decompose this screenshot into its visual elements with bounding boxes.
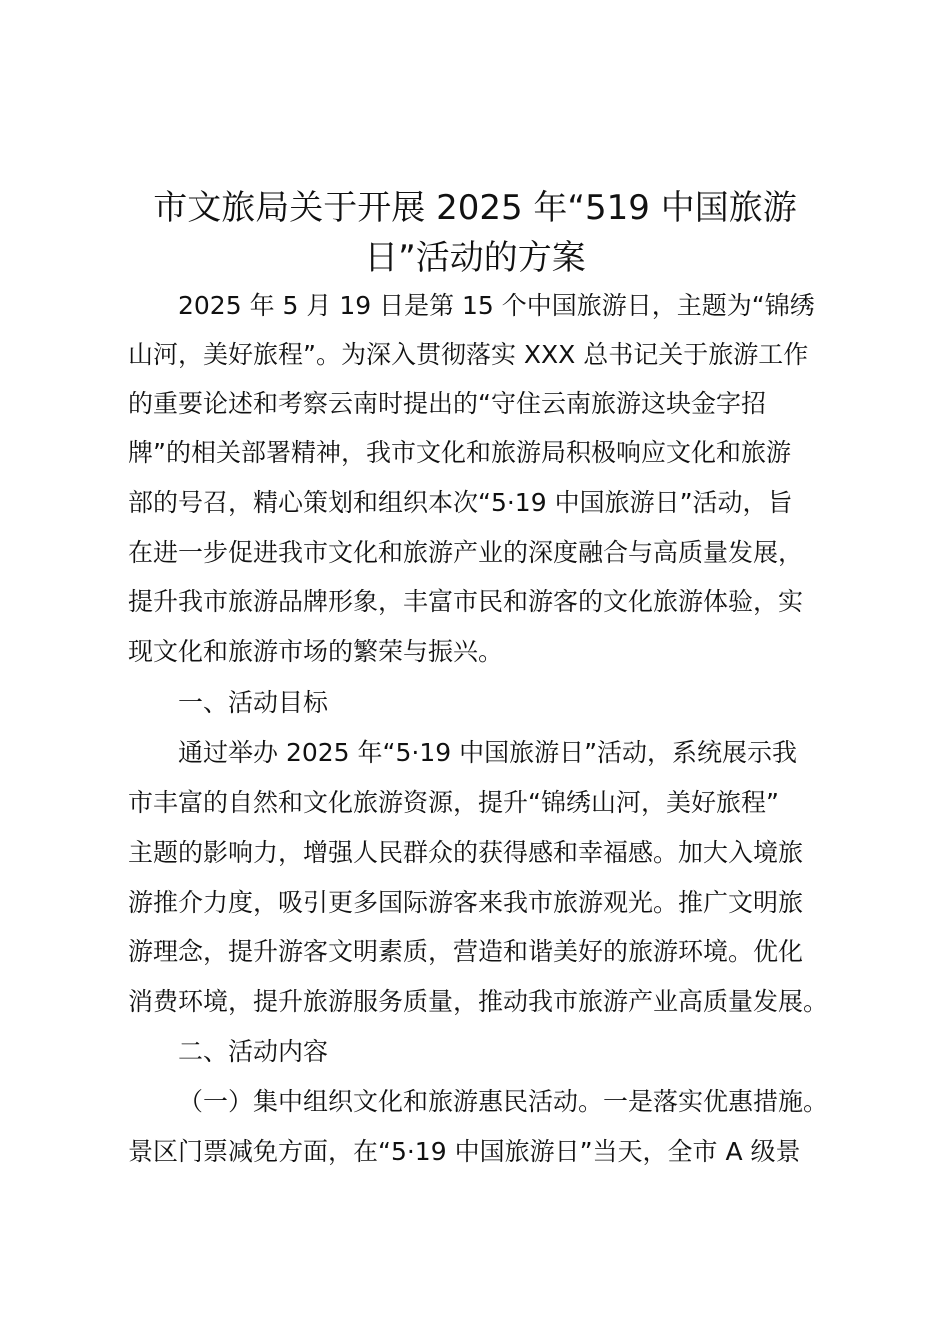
content-line-2: 景区门票减免方面，在“5·19 中国旅游日”当天，全市 A 级景 [128,1137,801,1166]
goals-line-2: 市丰富的自然和文化旅游资源，提升“锦绣山河，美好旅程” [128,788,779,817]
goals-line-1: 通过举办 2025 年“5·19 中国旅游日”活动，系统展示我 [178,738,798,767]
intro-line-8: 现文化和旅游市场的繁荣与振兴。 [128,637,504,666]
intro-line-5: 部的号召，精心策划和组织本次“5·19 中国旅游日”活动，旨 [128,488,793,517]
content-line-1: （一）集中组织文化和旅游惠民活动。一是落实优惠措施。 [178,1087,829,1116]
intro-line-6: 在进一步促进我市文化和旅游产业的深度融合与高质量发展， [128,538,804,567]
intro-line-1: 2025 年 5 月 19 日是第 15 个中国旅游日，主题为“锦绣 [178,291,815,320]
intro-line-4: 牌”的相关部署精神，我市文化和旅游局积极响应文化和旅游 [128,438,791,467]
goals-line-5: 游理念，提升游客文明素质，营造和谐美好的旅游环境。优化 [128,937,804,966]
intro-line-3: 的重要论述和考察云南时提出的“守住云南旅游这块金字招 [128,389,766,418]
goals-line-3: 主题的影响力，增强人民群众的获得感和幸福感。加大入境旅 [128,838,804,867]
goals-line-6: 消费环境，提升旅游服务质量，推动我市旅游产业高质量发展。 [128,987,829,1016]
intro-line-2: 山河，美好旅程”。为深入贯彻落实 XXX 总书记关于旅游工作 [128,340,809,369]
document-title-line-2: 日”活动的方案 [364,238,586,278]
document-title-line-1: 市文旅局关于开展 2025 年“519 中国旅游 [153,188,797,228]
goals-line-4: 游推介力度，吸引更多国际游客来我市旅游观光。推广文明旅 [128,888,804,917]
section-heading-content: 二、活动内容 [178,1037,329,1066]
intro-line-7: 提升我市旅游品牌形象，丰富市民和游客的文化旅游体验，实 [128,587,804,616]
section-heading-goals: 一、活动目标 [178,688,329,717]
